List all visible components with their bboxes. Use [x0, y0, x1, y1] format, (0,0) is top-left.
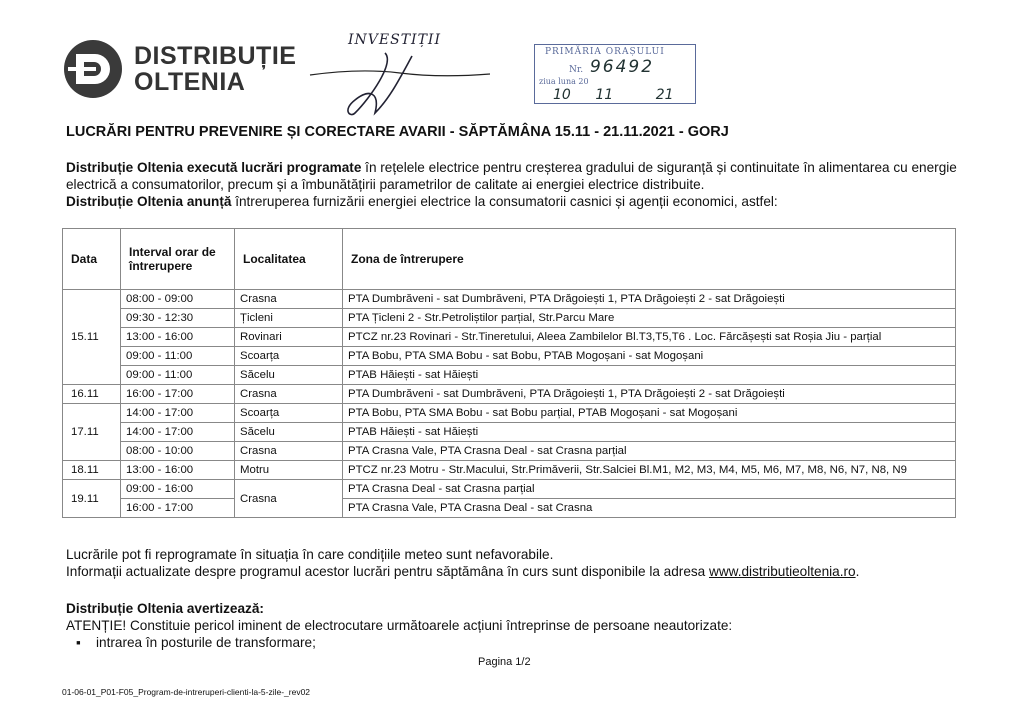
document-title: LUCRĂRI PENTRU PREVENIRE ȘI CORECTARE AVARII - SĂPTĂMÂNA 15.11 - 21.11.2021 - GORJ — [66, 124, 729, 140]
note-info — [66, 563, 966, 580]
intro-paragraph-2 — [66, 193, 966, 210]
cell-date: 18.11 — [63, 461, 121, 480]
note-info-end: . — [855, 564, 860, 579]
intro-p1-rest: în rețelele electrice pentru creșterea gradului de siguranță și continuitate în alimentarea cu energie electrică a consumatorilor, precum și a îmbunătățirii parametrilor de calitate ai energiei electrice distribuite. — [66, 160, 957, 192]
cell-interval: 09:00 - 11:00 — [121, 366, 235, 385]
cell-zone: PTA Dumbrăveni - sat Dumbrăveni, PTA Drăgoiești 1, PTA Drăgoiești 2 - sat Drăgoiești — [343, 290, 956, 309]
warning-bullet — [66, 634, 966, 651]
cell-zone: PTA Țicleni 2 - Str.Petroliștilor parțial, Str.Parcu Mare — [343, 309, 956, 328]
cell-locality: Scoarța — [235, 404, 343, 423]
warning-text: ATENȚIE! Constituie pericol iminent de electrocutare următoarele acțiuni întreprinse de persoane neautorizate: — [66, 618, 733, 633]
cell-zone: PTA Crasna Deal - sat Crasna parțial — [343, 480, 956, 499]
logo-mark-icon — [62, 38, 124, 100]
signature-icon — [300, 18, 500, 128]
note-info-text: Informații actualizate despre programul acestor lucrări pentru săptămâna în curs sunt disponibile la adresa — [66, 564, 710, 579]
table-row — [63, 461, 956, 480]
notes — [66, 546, 966, 580]
cell-interval: 08:00 - 10:00 — [121, 442, 235, 461]
note-weather: Lucrările pot fi reprogramate în situația în care condițiile meteo sunt nefavorabile. — [66, 547, 554, 562]
warning-heading: Distribuție Oltenia avertizează: — [66, 601, 264, 616]
cell-locality: Scoarța — [235, 347, 343, 366]
header-date: Data — [63, 229, 121, 290]
cell-locality: Țicleni — [235, 309, 343, 328]
stamp-day: 10 — [553, 87, 571, 103]
cell-zone: PTA Bobu, PTA SMA Bobu - sat Bobu, PTAB Mogoșani - sat Mogoșani — [343, 347, 956, 366]
cell-interval: 09:00 - 11:00 — [121, 347, 235, 366]
header-locality: Localitatea — [235, 229, 343, 290]
table-row — [63, 309, 956, 328]
registration-stamp — [534, 44, 696, 104]
cell-zone: PTCZ nr.23 Rovinari - Str.Tineretului, Aleea Zambilelor Bl.T3,T5,T6 . Loc. Fărcășești sat Roșia Jiu - parțial — [343, 328, 956, 347]
cell-zone: PTAB Hăiești - sat Hăiești — [343, 423, 956, 442]
cell-locality: Săcelu — [235, 366, 343, 385]
cell-zone: PTA Crasna Vale, PTA Crasna Deal - sat Crasna — [343, 499, 956, 518]
header-interval: Interval orar de întrerupere — [121, 229, 235, 290]
company-logo — [62, 38, 297, 98]
logo-text-line2: OLTENIA — [134, 68, 246, 96]
cell-interval: 14:00 - 17:00 — [121, 404, 235, 423]
cell-zone: PTA Bobu, PTA SMA Bobu - sat Bobu parțial, PTAB Mogoșani - sat Mogoșani — [343, 404, 956, 423]
page-number: Pagina 1/2 — [478, 656, 531, 668]
stamp-reg-label: Nr. — [569, 65, 584, 75]
warning-bullet-text: intrarea în posturile de transformare; — [96, 635, 316, 650]
cell-locality: Crasna — [235, 480, 343, 518]
cell-interval: 13:00 - 16:00 — [121, 461, 235, 480]
intro-p2-rest: întreruperea furnizării energiei electrice la consumatorii casnici și agenții economici, astfel: — [231, 194, 778, 209]
stamp-reg-number: 96492 — [589, 57, 655, 77]
cell-interval: 13:00 - 16:00 — [121, 328, 235, 347]
table-row — [63, 423, 956, 442]
table-row — [63, 480, 956, 499]
cell-zone: PTA Crasna Vale, PTA Crasna Deal - sat Crasna parțial — [343, 442, 956, 461]
handwritten-note: INVESTIȚII — [348, 32, 441, 48]
table-row — [63, 385, 956, 404]
stamp-date-values — [539, 87, 674, 103]
table-row — [63, 499, 956, 518]
cell-interval: 09:00 - 16:00 — [121, 480, 235, 499]
cell-interval: 08:00 - 09:00 — [121, 290, 235, 309]
cell-interval: 14:00 - 17:00 — [121, 423, 235, 442]
cell-locality: Motru — [235, 461, 343, 480]
cell-date: 17.11 — [63, 404, 121, 461]
table-row — [63, 404, 956, 423]
header-zone: Zona de întrerupere — [343, 229, 956, 290]
cell-interval: 09:30 - 12:30 — [121, 309, 235, 328]
stamp-date-labels: ziua luna 20 — [539, 77, 589, 86]
cell-interval: 16:00 - 17:00 — [121, 385, 235, 404]
document-code: 01-06-01_P01-F05_Program-de-intreruperi-clienti-la-5-zile-_rev02 — [62, 687, 311, 697]
stamp-registration — [569, 57, 654, 77]
intro-p1-bold: Distribuție Oltenia execută lucrări programate — [66, 160, 362, 175]
table-row — [63, 328, 956, 347]
cell-locality: Crasna — [235, 385, 343, 404]
table-row — [63, 366, 956, 385]
website-link[interactable]: www.distributieoltenia.ro — [709, 564, 856, 579]
cell-locality: Săcelu — [235, 423, 343, 442]
cell-locality: Rovinari — [235, 328, 343, 347]
table-row — [63, 290, 956, 309]
cell-date: 16.11 — [63, 385, 121, 404]
bullet-icon: ▪ — [76, 635, 81, 650]
cell-date: 15.11 — [63, 290, 121, 385]
intro-p2-bold: Distribuție Oltenia anunță — [66, 194, 232, 209]
cell-zone: PTAB Hăiești - sat Hăiești — [343, 366, 956, 385]
stamp-month: 11 — [595, 87, 614, 103]
cell-zone: PTA Dumbrăveni - sat Dumbrăveni, PTA Drăgoiești 1, PTA Drăgoiești 2 - sat Drăgoiești — [343, 385, 956, 404]
stamp-institution: PRIMĂRIA ORAȘULUI — [545, 47, 665, 57]
stamp-year: 21 — [655, 87, 674, 103]
intro-paragraph-1 — [66, 159, 966, 193]
table-row — [63, 442, 956, 461]
logo-text-line1: DISTRIBUȚIE — [134, 42, 297, 70]
handwritten-annotation — [300, 18, 500, 128]
cell-interval: 16:00 - 17:00 — [121, 499, 235, 518]
intro-text — [66, 159, 966, 210]
cell-zone: PTCZ nr.23 Motru - Str.Macului, Str.Primăverii, Str.Salciei Bl.M1, M2, M3, M4, M5, M6, M7, M8, N6, N7, N8, N9 — [343, 461, 956, 480]
table-header-row — [63, 229, 956, 290]
table-row — [63, 347, 956, 366]
cell-locality: Crasna — [235, 290, 343, 309]
cell-locality: Crasna — [235, 442, 343, 461]
cell-date: 19.11 — [63, 480, 121, 518]
interruption-schedule-table — [62, 228, 956, 518]
warning-section — [66, 600, 966, 651]
